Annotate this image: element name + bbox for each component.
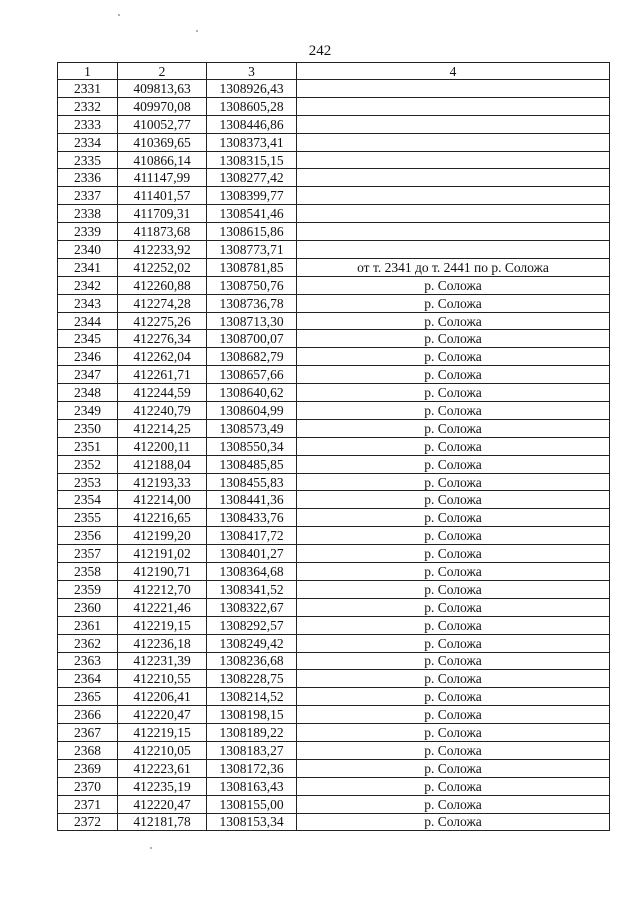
point-number-cell: 2348 — [58, 384, 118, 402]
y-coordinate-cell: 1308236,68 — [207, 652, 297, 670]
point-number-cell: 2365 — [58, 688, 118, 706]
table-row — [58, 80, 610, 98]
description-cell: р. Соложа — [297, 580, 610, 598]
y-coordinate-cell: 1308214,52 — [207, 688, 297, 706]
table-row — [58, 563, 610, 581]
x-coordinate-cell: 412236,18 — [118, 634, 207, 652]
description-cell: р. Соложа — [297, 563, 610, 581]
x-coordinate-cell: 412219,15 — [118, 616, 207, 634]
point-number-cell: 2352 — [58, 455, 118, 473]
y-coordinate-cell: 1308604,99 — [207, 402, 297, 420]
y-coordinate-cell: 1308573,49 — [207, 419, 297, 437]
y-coordinate-cell: 1308172,36 — [207, 759, 297, 777]
point-number-cell: 2357 — [58, 545, 118, 563]
y-coordinate-cell: 1308541,46 — [207, 205, 297, 223]
point-number-cell: 2339 — [58, 223, 118, 241]
table-row — [58, 384, 610, 402]
table-row — [58, 241, 610, 259]
point-number-cell: 2336 — [58, 169, 118, 187]
table-row — [58, 419, 610, 437]
x-coordinate-cell: 412223,61 — [118, 759, 207, 777]
description-cell: р. Соложа — [297, 634, 610, 652]
y-coordinate-cell: 1308926,43 — [207, 80, 297, 98]
point-number-cell: 2371 — [58, 795, 118, 813]
description-cell — [297, 133, 610, 151]
scan-speck — [118, 14, 120, 16]
table-row — [58, 795, 610, 813]
table-header — [58, 63, 610, 80]
y-coordinate-cell: 1308773,71 — [207, 241, 297, 259]
table-row — [58, 473, 610, 491]
scan-speck — [150, 847, 152, 849]
x-coordinate-cell: 412214,00 — [118, 491, 207, 509]
y-coordinate-cell: 1308682,79 — [207, 348, 297, 366]
x-coordinate-cell: 412206,41 — [118, 688, 207, 706]
point-number-cell: 2367 — [58, 724, 118, 742]
y-coordinate-cell: 1308183,27 — [207, 741, 297, 759]
description-cell: р. Соложа — [297, 437, 610, 455]
table-row — [58, 258, 610, 276]
x-coordinate-cell: 412220,47 — [118, 706, 207, 724]
point-number-cell: 2364 — [58, 670, 118, 688]
x-coordinate-cell: 412221,46 — [118, 598, 207, 616]
description-cell: р. Соложа — [297, 759, 610, 777]
x-coordinate-cell: 411709,31 — [118, 205, 207, 223]
y-coordinate-cell: 1308605,28 — [207, 97, 297, 115]
y-coordinate-cell: 1308640,62 — [207, 384, 297, 402]
point-number-cell: 2341 — [58, 258, 118, 276]
description-cell: от т. 2341 до т. 2441 по р. Соложа — [297, 258, 610, 276]
point-number-cell: 2372 — [58, 813, 118, 831]
x-coordinate-cell: 412231,39 — [118, 652, 207, 670]
table-row — [58, 652, 610, 670]
description-cell: р. Соложа — [297, 741, 610, 759]
description-cell: р. Соложа — [297, 348, 610, 366]
table-row — [58, 616, 610, 634]
y-coordinate-cell: 1308155,00 — [207, 795, 297, 813]
table-row — [58, 580, 610, 598]
y-coordinate-cell: 1308750,76 — [207, 276, 297, 294]
description-cell: р. Соложа — [297, 294, 610, 312]
y-coordinate-cell: 1308322,67 — [207, 598, 297, 616]
x-coordinate-cell: 410369,65 — [118, 133, 207, 151]
x-coordinate-cell: 412274,28 — [118, 294, 207, 312]
point-number-cell: 2345 — [58, 330, 118, 348]
table-row — [58, 670, 610, 688]
x-coordinate-cell: 412210,05 — [118, 741, 207, 759]
description-cell: р. Соложа — [297, 509, 610, 527]
x-coordinate-cell: 410866,14 — [118, 151, 207, 169]
x-coordinate-cell: 412181,78 — [118, 813, 207, 831]
x-coordinate-cell: 412220,47 — [118, 795, 207, 813]
description-cell: р. Соложа — [297, 598, 610, 616]
point-number-cell: 2335 — [58, 151, 118, 169]
table-row — [58, 366, 610, 384]
table-row — [58, 598, 610, 616]
x-coordinate-cell: 412193,33 — [118, 473, 207, 491]
table-row — [58, 330, 610, 348]
page-number: 242 — [308, 43, 332, 59]
table-row — [58, 777, 610, 795]
point-number-cell: 2337 — [58, 187, 118, 205]
y-coordinate-cell: 1308189,22 — [207, 724, 297, 742]
x-coordinate-cell: 412199,20 — [118, 527, 207, 545]
description-cell — [297, 80, 610, 98]
y-coordinate-cell: 1308455,83 — [207, 473, 297, 491]
x-coordinate-cell: 412276,34 — [118, 330, 207, 348]
x-coordinate-cell: 412252,02 — [118, 258, 207, 276]
description-cell: р. Соложа — [297, 455, 610, 473]
y-coordinate-cell: 1308781,85 — [207, 258, 297, 276]
description-cell: р. Соложа — [297, 402, 610, 420]
y-coordinate-cell: 1308153,34 — [207, 813, 297, 831]
point-number-cell: 2353 — [58, 473, 118, 491]
x-coordinate-cell: 412262,04 — [118, 348, 207, 366]
table-row — [58, 706, 610, 724]
point-number-cell: 2360 — [58, 598, 118, 616]
point-number-cell: 2340 — [58, 241, 118, 259]
y-coordinate-cell: 1308163,43 — [207, 777, 297, 795]
table-row — [58, 187, 610, 205]
point-number-cell: 2355 — [58, 509, 118, 527]
table-row — [58, 688, 610, 706]
x-coordinate-cell: 409813,63 — [118, 80, 207, 98]
point-number-cell: 2338 — [58, 205, 118, 223]
column-header-1: 1 — [58, 63, 118, 80]
x-coordinate-cell: 411401,57 — [118, 187, 207, 205]
x-coordinate-cell: 412260,88 — [118, 276, 207, 294]
table-row — [58, 759, 610, 777]
table-body — [58, 80, 610, 831]
point-number-cell: 2369 — [58, 759, 118, 777]
description-cell: р. Соложа — [297, 813, 610, 831]
point-number-cell: 2363 — [58, 652, 118, 670]
x-coordinate-cell: 412216,65 — [118, 509, 207, 527]
x-coordinate-cell: 412219,15 — [118, 724, 207, 742]
description-cell: р. Соложа — [297, 777, 610, 795]
description-cell — [297, 187, 610, 205]
table-row — [58, 402, 610, 420]
point-number-cell: 2349 — [58, 402, 118, 420]
x-coordinate-cell: 412188,04 — [118, 455, 207, 473]
y-coordinate-cell: 1308315,15 — [207, 151, 297, 169]
y-coordinate-cell: 1308249,42 — [207, 634, 297, 652]
table-row — [58, 223, 610, 241]
table-row — [58, 634, 610, 652]
point-number-cell: 2370 — [58, 777, 118, 795]
table-row — [58, 205, 610, 223]
y-coordinate-cell: 1308615,86 — [207, 223, 297, 241]
description-cell: р. Соложа — [297, 527, 610, 545]
y-coordinate-cell: 1308399,77 — [207, 187, 297, 205]
description-cell — [297, 169, 610, 187]
x-coordinate-cell: 412244,59 — [118, 384, 207, 402]
table-row — [58, 97, 610, 115]
point-number-cell: 2334 — [58, 133, 118, 151]
x-coordinate-cell: 410052,77 — [118, 115, 207, 133]
x-coordinate-cell: 412233,92 — [118, 241, 207, 259]
x-coordinate-cell: 412275,26 — [118, 312, 207, 330]
description-cell — [297, 241, 610, 259]
description-cell: р. Соложа — [297, 706, 610, 724]
y-coordinate-cell: 1308401,27 — [207, 545, 297, 563]
table-row — [58, 348, 610, 366]
table-row — [58, 312, 610, 330]
description-cell: р. Соложа — [297, 688, 610, 706]
table-row — [58, 151, 610, 169]
description-cell: р. Соложа — [297, 276, 610, 294]
point-number-cell: 2346 — [58, 348, 118, 366]
x-coordinate-cell: 412212,70 — [118, 580, 207, 598]
table-row — [58, 724, 610, 742]
description-cell — [297, 97, 610, 115]
x-coordinate-cell: 412191,02 — [118, 545, 207, 563]
table-row — [58, 276, 610, 294]
x-coordinate-cell: 412235,19 — [118, 777, 207, 795]
description-cell: р. Соложа — [297, 312, 610, 330]
description-cell: р. Соложа — [297, 330, 610, 348]
x-coordinate-cell: 411147,99 — [118, 169, 207, 187]
point-number-cell: 2332 — [58, 97, 118, 115]
y-coordinate-cell: 1308441,36 — [207, 491, 297, 509]
y-coordinate-cell: 1308341,52 — [207, 580, 297, 598]
y-coordinate-cell: 1308657,66 — [207, 366, 297, 384]
point-number-cell: 2343 — [58, 294, 118, 312]
y-coordinate-cell: 1308198,15 — [207, 706, 297, 724]
y-coordinate-cell: 1308417,72 — [207, 527, 297, 545]
y-coordinate-cell: 1308736,78 — [207, 294, 297, 312]
point-number-cell: 2354 — [58, 491, 118, 509]
table-row — [58, 294, 610, 312]
table-row — [58, 527, 610, 545]
point-number-cell: 2342 — [58, 276, 118, 294]
description-cell: р. Соложа — [297, 545, 610, 563]
description-cell — [297, 115, 610, 133]
y-coordinate-cell: 1308446,86 — [207, 115, 297, 133]
x-coordinate-cell: 412210,55 — [118, 670, 207, 688]
y-coordinate-cell: 1308433,76 — [207, 509, 297, 527]
description-cell — [297, 223, 610, 241]
y-coordinate-cell: 1308228,75 — [207, 670, 297, 688]
y-coordinate-cell: 1308364,68 — [207, 563, 297, 581]
table-row — [58, 455, 610, 473]
table-row — [58, 509, 610, 527]
point-number-cell: 2366 — [58, 706, 118, 724]
y-coordinate-cell: 1308485,85 — [207, 455, 297, 473]
x-coordinate-cell: 412261,71 — [118, 366, 207, 384]
description-cell: р. Соложа — [297, 724, 610, 742]
point-number-cell: 2351 — [58, 437, 118, 455]
description-cell — [297, 205, 610, 223]
table-row — [58, 491, 610, 509]
table-row — [58, 169, 610, 187]
point-number-cell: 2333 — [58, 115, 118, 133]
table-row — [58, 115, 610, 133]
x-coordinate-cell: 412190,71 — [118, 563, 207, 581]
point-number-cell: 2361 — [58, 616, 118, 634]
point-number-cell: 2344 — [58, 312, 118, 330]
description-cell: р. Соложа — [297, 670, 610, 688]
y-coordinate-cell: 1308713,30 — [207, 312, 297, 330]
point-number-cell: 2356 — [58, 527, 118, 545]
x-coordinate-cell: 412200,11 — [118, 437, 207, 455]
table-row — [58, 133, 610, 151]
description-cell: р. Соложа — [297, 384, 610, 402]
description-cell: р. Соложа — [297, 473, 610, 491]
column-header-4: 4 — [297, 63, 610, 80]
description-cell: р. Соложа — [297, 616, 610, 634]
x-coordinate-cell: 409970,08 — [118, 97, 207, 115]
table-row — [58, 437, 610, 455]
description-cell: р. Соложа — [297, 795, 610, 813]
description-cell: р. Соложа — [297, 652, 610, 670]
y-coordinate-cell: 1308277,42 — [207, 169, 297, 187]
coordinates-table — [57, 62, 610, 831]
description-cell: р. Соложа — [297, 491, 610, 509]
table-row — [58, 741, 610, 759]
description-cell: р. Соложа — [297, 419, 610, 437]
point-number-cell: 2359 — [58, 580, 118, 598]
point-number-cell: 2347 — [58, 366, 118, 384]
column-header-3: 3 — [207, 63, 297, 80]
y-coordinate-cell: 1308550,34 — [207, 437, 297, 455]
y-coordinate-cell: 1308373,41 — [207, 133, 297, 151]
description-cell: р. Соложа — [297, 366, 610, 384]
x-coordinate-cell: 412240,79 — [118, 402, 207, 420]
table-row — [58, 545, 610, 563]
y-coordinate-cell: 1308700,07 — [207, 330, 297, 348]
point-number-cell: 2350 — [58, 419, 118, 437]
description-cell — [297, 151, 610, 169]
y-coordinate-cell: 1308292,57 — [207, 616, 297, 634]
point-number-cell: 2362 — [58, 634, 118, 652]
point-number-cell: 2331 — [58, 80, 118, 98]
scan-speck — [196, 30, 198, 32]
table-row — [58, 813, 610, 831]
x-coordinate-cell: 412214,25 — [118, 419, 207, 437]
x-coordinate-cell: 411873,68 — [118, 223, 207, 241]
point-number-cell: 2358 — [58, 563, 118, 581]
header-row — [58, 63, 610, 80]
point-number-cell: 2368 — [58, 741, 118, 759]
column-header-2: 2 — [118, 63, 207, 80]
